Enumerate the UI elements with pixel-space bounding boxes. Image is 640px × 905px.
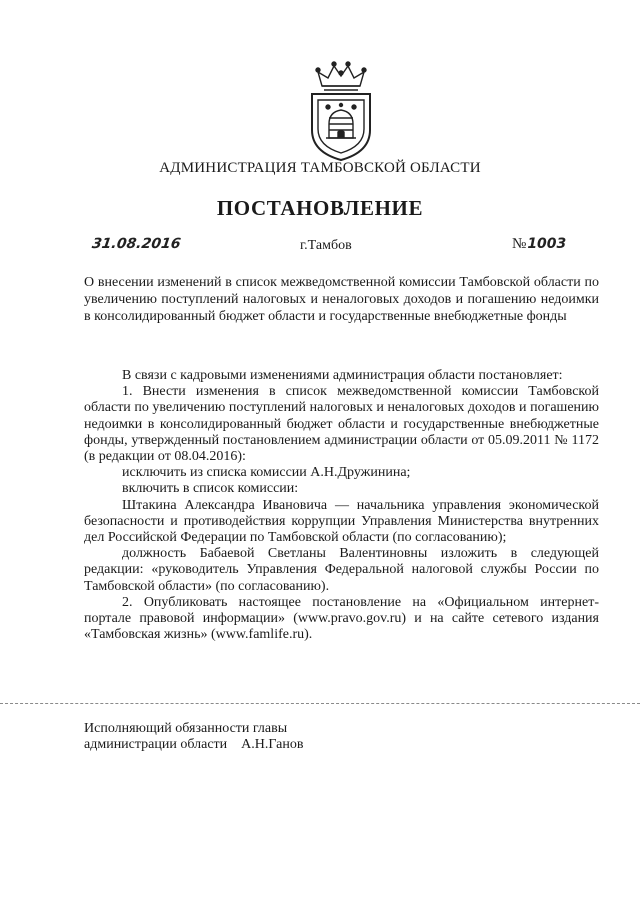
position-change-paragraph: должность Бабаевой Светланы Валентиновны изложить в следующей редакции: «руководитель Управления Федеральной налоговой службы России по Тамбовской области» (по согласованию). [84, 546, 599, 594]
document-type-title: ПОСТАНОВЛЕНИЕ [216, 196, 424, 220]
document-number [512, 236, 566, 253]
document-subject: О внесении изменений в список межведомственной комиссии Тамбовской области по увеличению поступлений налоговых и неналоговых доходов и погашению недоимки в консолидированный бюджет области и государственные внебюджетные фонды [84, 275, 599, 324]
number-value: 1003 [527, 236, 567, 252]
organization-title: АДМИНИСТРАЦИЯ ТАМБОВСКОЙ ОБЛАСТИ [159, 160, 481, 176]
number-sign: № [512, 236, 527, 252]
item-2-paragraph: 2. Опубликовать настоящее постановление на «Официальном интернет-портале правовой информации» (www.pravo.gov.ru) и на сайте сетевого издания «Тамбовская жизнь» (www.famlife.ru). [84, 594, 599, 643]
document-city: г.Тамбов [300, 238, 352, 253]
signatory-title-text: администрации области [84, 737, 228, 752]
page-divider [0, 703, 640, 704]
coat-of-arms-icon [298, 60, 384, 164]
new-member-paragraph: Штакина Александра Ивановича — начальника управления экономической безопасности и противодействия коррупции Управления Министерства внутренних дел Российской Федерации по Тамбовской области (по согласованию); [84, 497, 599, 546]
include-member-paragraph: включить в список комиссии: [122, 481, 299, 497]
signatory-title-line-2 [84, 737, 303, 753]
signatory-title-line-1: Исполняющий обязанности главы [84, 721, 288, 736]
preamble-paragraph: В связи с кадровыми изменениями администрация области постановляет: [122, 368, 563, 383]
exclude-member-paragraph: исключить из списка комиссии А.Н.Дружинина; [122, 465, 411, 481]
document-body [84, 368, 599, 643]
signature-block [84, 721, 303, 753]
signatory-name: А.Н.Ганов [241, 737, 304, 752]
item-1-paragraph: 1. Внести изменения в список межведомственной комиссии Тамбовской области по увеличению поступлений налоговых и неналоговых доходов и погашению недоимки в консолидированный бюджет области и государственные внебюджетные фонды, утвержденный постановлением администрации области от 05.09.2011 № 1172 (в редакции от 08.04.2016): [84, 384, 599, 465]
document-date: 31.08.2016 [90, 236, 182, 252]
